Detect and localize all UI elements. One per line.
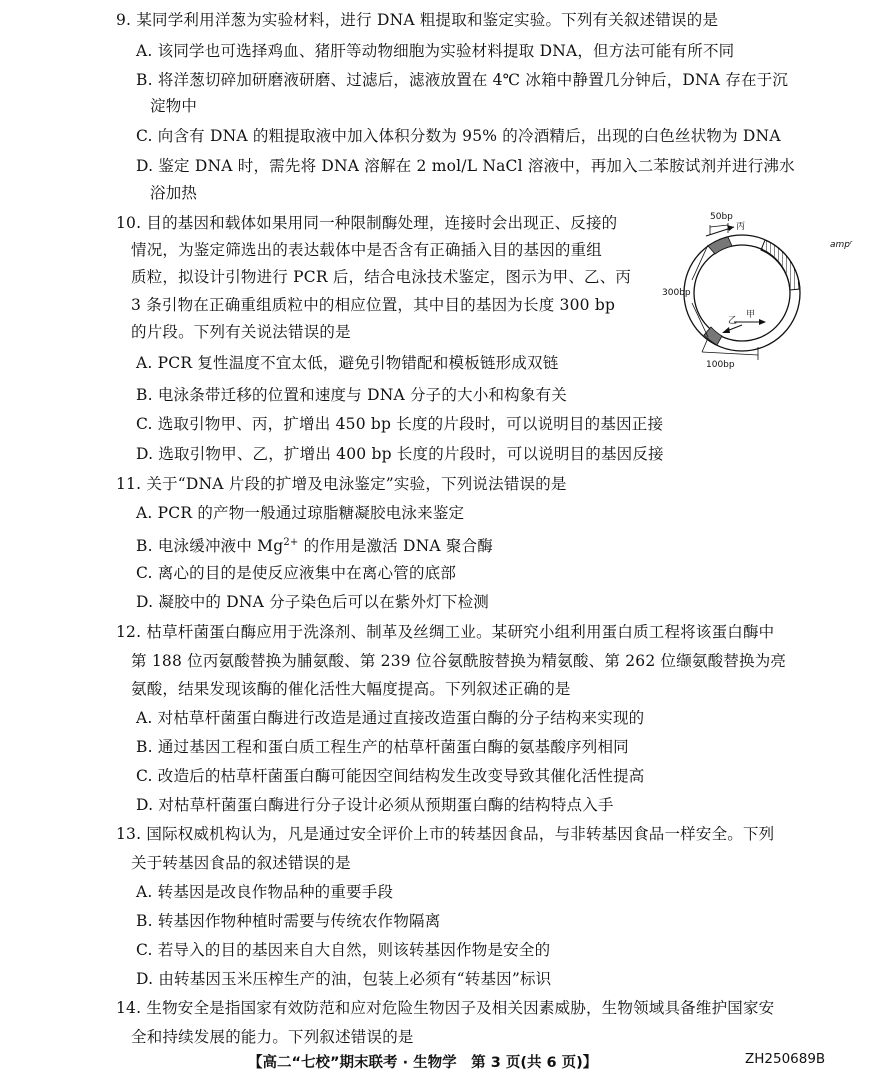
question-9-option-d-line1: D. 鉴定 DNA 时，需先将 DNA 溶解在 2 mol/L NaCl 溶液中，再加入二苯胺试剂并进行沸水 [136,157,795,175]
question-11-option-c: C. 离心的目的是使反应液集中在离心管的底部 [136,564,457,582]
question-9-option-b-line1: B. 将洋葱切碎加研磨液研磨、过滤后，滤液放置在 4℃ 冰箱中静置几分钟后，DNA 存在于沉 [136,71,789,89]
label-ampr: ampʳ [830,240,853,250]
label-300bp: 300bp [662,288,691,298]
question-13-option-a: A. 转基因是改良作物品种的重要手段 [136,883,394,901]
page-footer-code: ZH250689B [745,1051,826,1067]
primer-yi-label: 乙 [728,316,738,326]
question-10-stem-line2: 情况，为鉴定筛选出的表达载体中是否含有正确插入目的基因的重组 [131,241,603,259]
question-11-option-d: D. 凝胶中的 DNA 分子染色后可以在紫外灯下检测 [136,593,489,611]
question-11-stem: 11. 关于“DNA 片段的扩增及电泳鉴定”实验，下列说法错误的是 [116,475,567,493]
question-9-option-b-line2: 淀物中 [150,97,198,115]
primer-jia-label: 甲 [746,310,756,320]
question-9-stem: 9. 某同学利用洋葱为实验材料，进行 DNA 粗提取和鉴定实验。下列有关叙述错误的是 [116,11,719,29]
question-10-stem-line1: 10. 目的基因和载体如果用同一种限制酶处理，连接时会出现正、反接的 [116,214,618,232]
label-50bp: 50bp [710,212,733,222]
question-11-option-a: A. PCR 的产物一般通过琼脂糖凝胶电泳来鉴定 [136,504,465,522]
question-10-stem-line3: 质粒，拟设计引物进行 PCR 后，结合电泳技术鉴定，图示为甲、乙、丙 [131,268,632,286]
insert-boundary-top [708,237,732,254]
question-13-option-b: B. 转基因作物种植时需要与传统农作物隔离 [136,912,441,930]
insert-boundary-bottom [704,327,722,345]
primer-bing-label: 丙 [736,222,746,232]
question-13-stem-line2: 关于转基因食品的叙述错误的是 [131,854,351,872]
question-10-stem-line4: 3 条引物在正确重组质粒中的相应位置，其中目的基因为长度 300 bp [131,296,616,314]
label-100bp: 100bp [706,360,735,370]
plasmid-diagram [662,205,862,370]
question-12-stem-line2: 第 188 位丙氨酸替换为脯氨酸、第 239 位谷氨酰胺替换为精氨酸、第 262 位缬氨酸替换为亮 [131,652,787,670]
question-12-option-a: A. 对枯草杆菌蛋白酶进行改造是通过直接改造蛋白酶的分子结构来实现的 [136,709,645,727]
question-12-stem-line3: 氨酸，结果发现该酶的催化活性大幅度提高。下列叙述正确的是 [131,680,571,698]
bracket-100bp [702,352,758,355]
bracket-50bp [710,225,728,227]
amp-resistance-gene-segment [761,240,800,290]
primer-jia-arrow [759,319,766,325]
question-13-option-d: D. 由转基因玉米压榨生产的油，包装上必须有“转基因”标识 [136,970,552,988]
question-9-option-d-line2: 浴加热 [150,184,198,202]
question-12-option-d: D. 对枯草杆菌蛋白酶进行分子设计必须从预期蛋白酶的结构特点入手 [136,796,614,814]
question-12-option-b: B. 通过基因工程和蛋白质工程生产的枯草杆菌蛋白酶的氨基酸序列相同 [136,738,629,756]
question-10-stem-line5: 的片段。下列有关说法错误的是 [131,323,351,341]
primer-yi-arrow [722,327,730,333]
question-11-option-b: B. 电泳缓冲液中 $Mg^{2+}$ 的作用是激活 DNA 聚合酶 [136,537,493,556]
question-10-option-c: C. 选取引物甲、丙，扩增出 450 bp 长度的片段时，可以说明目的基因正接 [136,415,664,433]
question-12-stem-line1: 12. 枯草杆菌蛋白酶应用于洗涤剂、制革及丝绸工业。某研究小组利用蛋白质工程将该蛋白酶中 [116,623,775,641]
question-10-option-b: B. 电泳条带迁移的位置和速度与 DNA 分子的大小和构象有关 [136,386,567,404]
question-14-stem-line1: 14. 生物安全是指国家有效防范和应对危险生物因子及相关因素威胁，生物领域具备维护国家安 [116,999,775,1017]
question-13-stem-line1: 13. 国际权威机构认为，凡是通过安全评价上市的转基因食品，与非转基因食品一样安全。下列 [116,825,775,843]
question-12-option-c: C. 改造后的枯草杆菌蛋白酶可能因空间结构发生改变导致其催化活性提高 [136,767,645,785]
question-9-option-c: C. 向含有 DNA 的粗提取液中加入体积分数为 95% 的冷酒精后，出现的白色丝状物为 DNA [136,127,781,145]
question-13-option-c: C. 若导入的目的基因来自大自然，则该转基因作物是安全的 [136,941,551,959]
question-10-option-d: D. 选取引物甲、乙，扩增出 400 bp 长度的片段时，可以说明目的基因反接 [136,445,664,463]
page-footer-title: 【高二“七校”期末联考 · 生物学 第 3 页(共 6 页)】 [248,1055,598,1071]
question-14-stem-line2: 全和持续发展的能力。下列叙述错误的是 [131,1028,414,1046]
question-10-option-a: A. PCR 复性温度不宜太低，避免引物错配和模板链形成双链 [136,354,559,372]
question-9-option-a: A. 该同学也可选择鸡血、猪肝等动物细胞为实验材料提取 DNA，但方法可能有所不同 [136,42,735,60]
superscript-2plus: 2+ [283,537,299,548]
